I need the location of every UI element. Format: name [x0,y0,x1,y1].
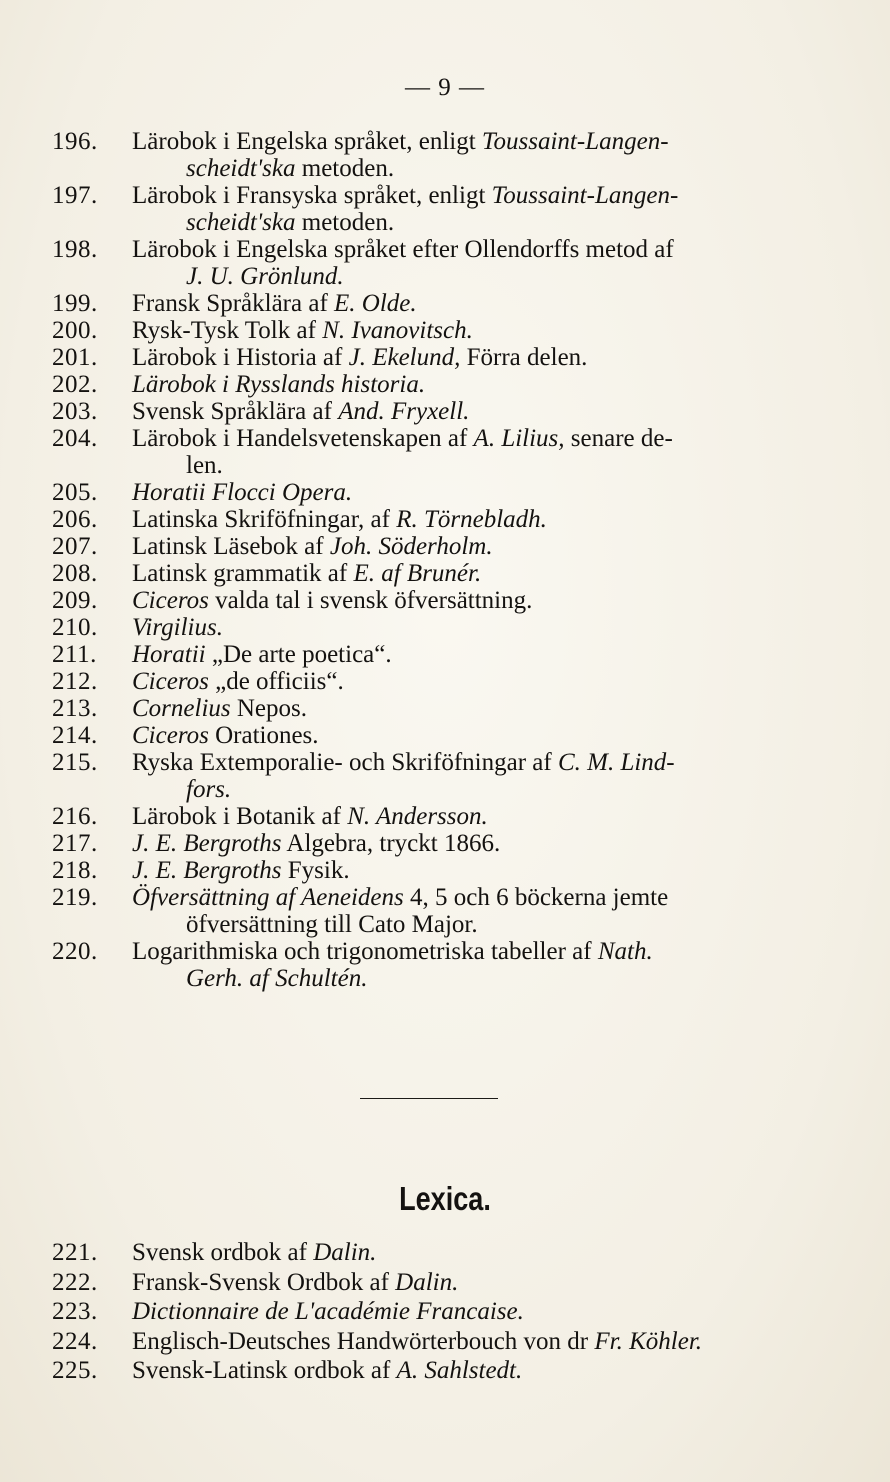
text-segment: Nepos. [230,695,308,722]
list-item [52,344,822,371]
list-item [52,371,822,398]
item-number: 202. [52,371,98,398]
italic-text: scheidt'ska [186,209,296,236]
item-title [132,317,822,344]
item-number: 200. [52,317,98,344]
item-number: 225. [52,1357,98,1384]
text-segment: Orationes. [208,722,319,749]
item-title [132,479,822,506]
item-title [132,182,822,236]
italic-text: Toussaint-Langen- [481,128,669,155]
text-segment: Algebra, tryckt 1866. [281,830,501,857]
text-segment: Lärobok i Engelska språket, enligt [132,128,482,155]
list-item [52,533,822,560]
italic-text: Gerh. af Schultén. [186,965,368,992]
list-item [52,1327,832,1357]
list-item [52,1297,832,1327]
text-segment: Rysk-Tysk Tolk af [132,317,323,344]
italic-text: J. E. Bergroths [132,830,282,857]
item-title [132,830,822,857]
text-segment: Svensk Språklära af [132,398,339,425]
italic-text: Ciceros [132,722,209,749]
item-number: 204. [52,425,98,452]
italic-text: Dictionnaire de L'académie Francaise. [132,1298,524,1325]
item-title [132,533,822,560]
item-title [132,749,822,803]
item-number: 218. [52,857,98,884]
list-item [52,290,822,317]
text-segment: öfversättning till Cato Major. [186,911,478,938]
text-segment: Lärobok i Engelska språket efter Ollendorffs metod af [132,236,674,263]
text-segment: Lärobok i Botanik af [132,803,348,830]
text-segment: Förra delen. [460,344,588,371]
italic-text: Öfversättning af Aeneidens [132,884,404,911]
item-title-continuation [132,965,822,992]
item-number: 208. [52,560,98,587]
text-segment: Ryska Extemporalie- och Skriföfningar af [132,749,558,776]
item-title [132,641,822,668]
text-segment: „de officiis“. [208,668,344,695]
item-title [132,344,822,371]
section-title-lexica: Lexica. [399,1180,491,1217]
item-title [132,884,822,938]
italic-text: R. Törnebladh. [396,506,547,533]
item-title [132,290,822,317]
italic-text: N. Ivanovitsch. [322,317,473,344]
italic-text: A. Sahlstedt. [396,1357,523,1384]
item-title [132,1238,832,1268]
item-number: 224. [52,1327,98,1355]
italic-text: J. Ekelund, [348,344,461,371]
item-number: 207. [52,533,98,560]
text-segment: valda tal i svensk öfversättning. [208,587,533,614]
text-segment: Fransk-Svensk Ordbok af [132,1268,396,1296]
text-segment: senare de- [564,425,673,452]
italic-text: Dalin. [313,1239,377,1266]
list-item [52,695,822,722]
text-segment: 4, 5 och 6 böckerna jemte [403,884,669,911]
item-title-continuation [132,263,822,290]
list-item [52,884,822,938]
italic-text: Cornelius [132,695,231,722]
text-segment: Logarithmiska och trigonometriska tabeller af [132,938,598,965]
italic-text: E. Olde. [334,290,417,317]
text-segment: Fransk Språklära af [132,290,335,317]
item-title [132,1297,832,1327]
page-number: — 9 — [405,74,485,101]
item-number: 223. [52,1298,98,1325]
text-segment: „De arte poetica“. [205,641,392,668]
list-item [52,128,822,182]
text-segment: Latinsk Läsebok af [132,533,330,560]
italic-text: N. Andersson. [347,803,488,830]
text-segment: Englisch-Deutsches Handwörterbouch von dr [132,1327,595,1355]
text-segment: Svensk ordbok af [132,1239,314,1266]
item-title [132,1356,832,1386]
list-item [52,506,822,533]
item-number: 220. [52,938,98,965]
section-divider [360,1098,498,1099]
item-title [132,803,822,830]
list-item [52,1238,832,1268]
italic-text: Virgilius. [132,614,223,641]
item-title [132,506,822,533]
item-title [132,587,822,614]
italic-text: J. U. Grönlund. [186,263,344,290]
lexica-list [52,1238,832,1386]
list-item [52,587,822,614]
item-title [132,857,822,884]
list-item [52,479,822,506]
item-title [132,722,822,749]
item-number: 199. [52,290,98,317]
list-item [52,560,822,587]
item-number: 219. [52,884,98,911]
item-number: 212. [52,668,98,695]
item-number: 201. [52,344,98,371]
list-item [52,1356,832,1386]
item-title [132,236,822,290]
item-title [132,668,822,695]
item-number: 213. [52,695,98,722]
text-segment: metoden. [295,209,395,236]
list-item [52,317,822,344]
item-title [132,128,822,182]
text-segment: Lärobok i Handelsvetenskapen af [132,425,474,452]
item-title [132,614,822,641]
item-number: 197. [52,182,98,209]
item-number: 198. [52,236,98,263]
item-title-continuation [132,776,822,803]
item-number: 215. [52,749,98,776]
list-item [52,668,822,695]
italic-text: Fr. Köhler. [594,1327,703,1355]
text-segment: Latinsk grammatik af [132,560,354,587]
italic-text: Toussaint-Langen- [491,182,679,209]
item-number: 217. [52,830,98,857]
italic-text: Dalin. [395,1268,459,1296]
item-title-continuation [132,452,822,479]
list-item [52,614,822,641]
book-list [52,128,822,992]
item-title [132,425,822,479]
italic-text: Ciceros [132,668,209,695]
italic-text: fors. [186,776,232,803]
list-item [52,749,822,803]
item-title-continuation [132,209,822,236]
item-number: 222. [52,1268,98,1296]
list-item [52,830,822,857]
text-segment: metoden. [295,155,395,182]
item-number: 214. [52,722,98,749]
list-item [52,425,822,479]
italic-text: scheidt'ska [186,155,296,182]
italic-text: Horatii Flocci Opera. [132,479,353,506]
list-item [52,1268,832,1298]
text-segment: Lärobok i Historia af [132,344,349,371]
list-item [52,398,822,425]
italic-text: A. Lilius, [473,425,565,452]
text-segment: len. [186,452,223,479]
list-item [52,803,822,830]
item-number: 211. [52,641,97,668]
list-item [52,938,822,992]
item-number: 196. [52,128,98,155]
italic-text: And. Fryxell. [338,398,470,425]
item-title [132,1268,832,1298]
text-segment: Fysik. [281,857,350,884]
item-title [132,560,822,587]
italic-text: Horatii [132,641,206,668]
italic-text: Lärobok i Rysslands historia. [132,371,426,398]
list-item [52,236,822,290]
item-number: 221. [52,1239,98,1266]
italic-text: Joh. Söderholm. [329,533,493,560]
list-item [52,182,822,236]
text-segment: Svensk-Latinsk ordbok af [132,1357,397,1384]
list-item [52,641,822,668]
item-title [132,938,822,992]
italic-text: C. M. Lind- [557,749,675,776]
item-title-continuation [132,155,822,182]
italic-text: J. E. Bergroths [132,857,282,884]
text-segment: Latinska Skriföfningar, af [132,506,397,533]
item-number: 210. [52,614,98,641]
item-number: 205. [52,479,98,506]
italic-text: E. af Brunér. [353,560,482,587]
italic-text: Nath. [597,938,653,965]
italic-text: Ciceros [132,587,209,614]
item-number: 209. [52,587,98,614]
list-item [52,722,822,749]
item-number: 206. [52,506,98,533]
item-title [132,398,822,425]
item-number: 203. [52,398,98,425]
item-title [132,1327,832,1357]
item-number: 216. [52,803,98,830]
text-segment: Lärobok i Fransyska språket, enligt [132,182,492,209]
item-title [132,695,822,722]
item-title [132,371,822,398]
list-item [52,857,822,884]
item-title-continuation [132,911,822,938]
